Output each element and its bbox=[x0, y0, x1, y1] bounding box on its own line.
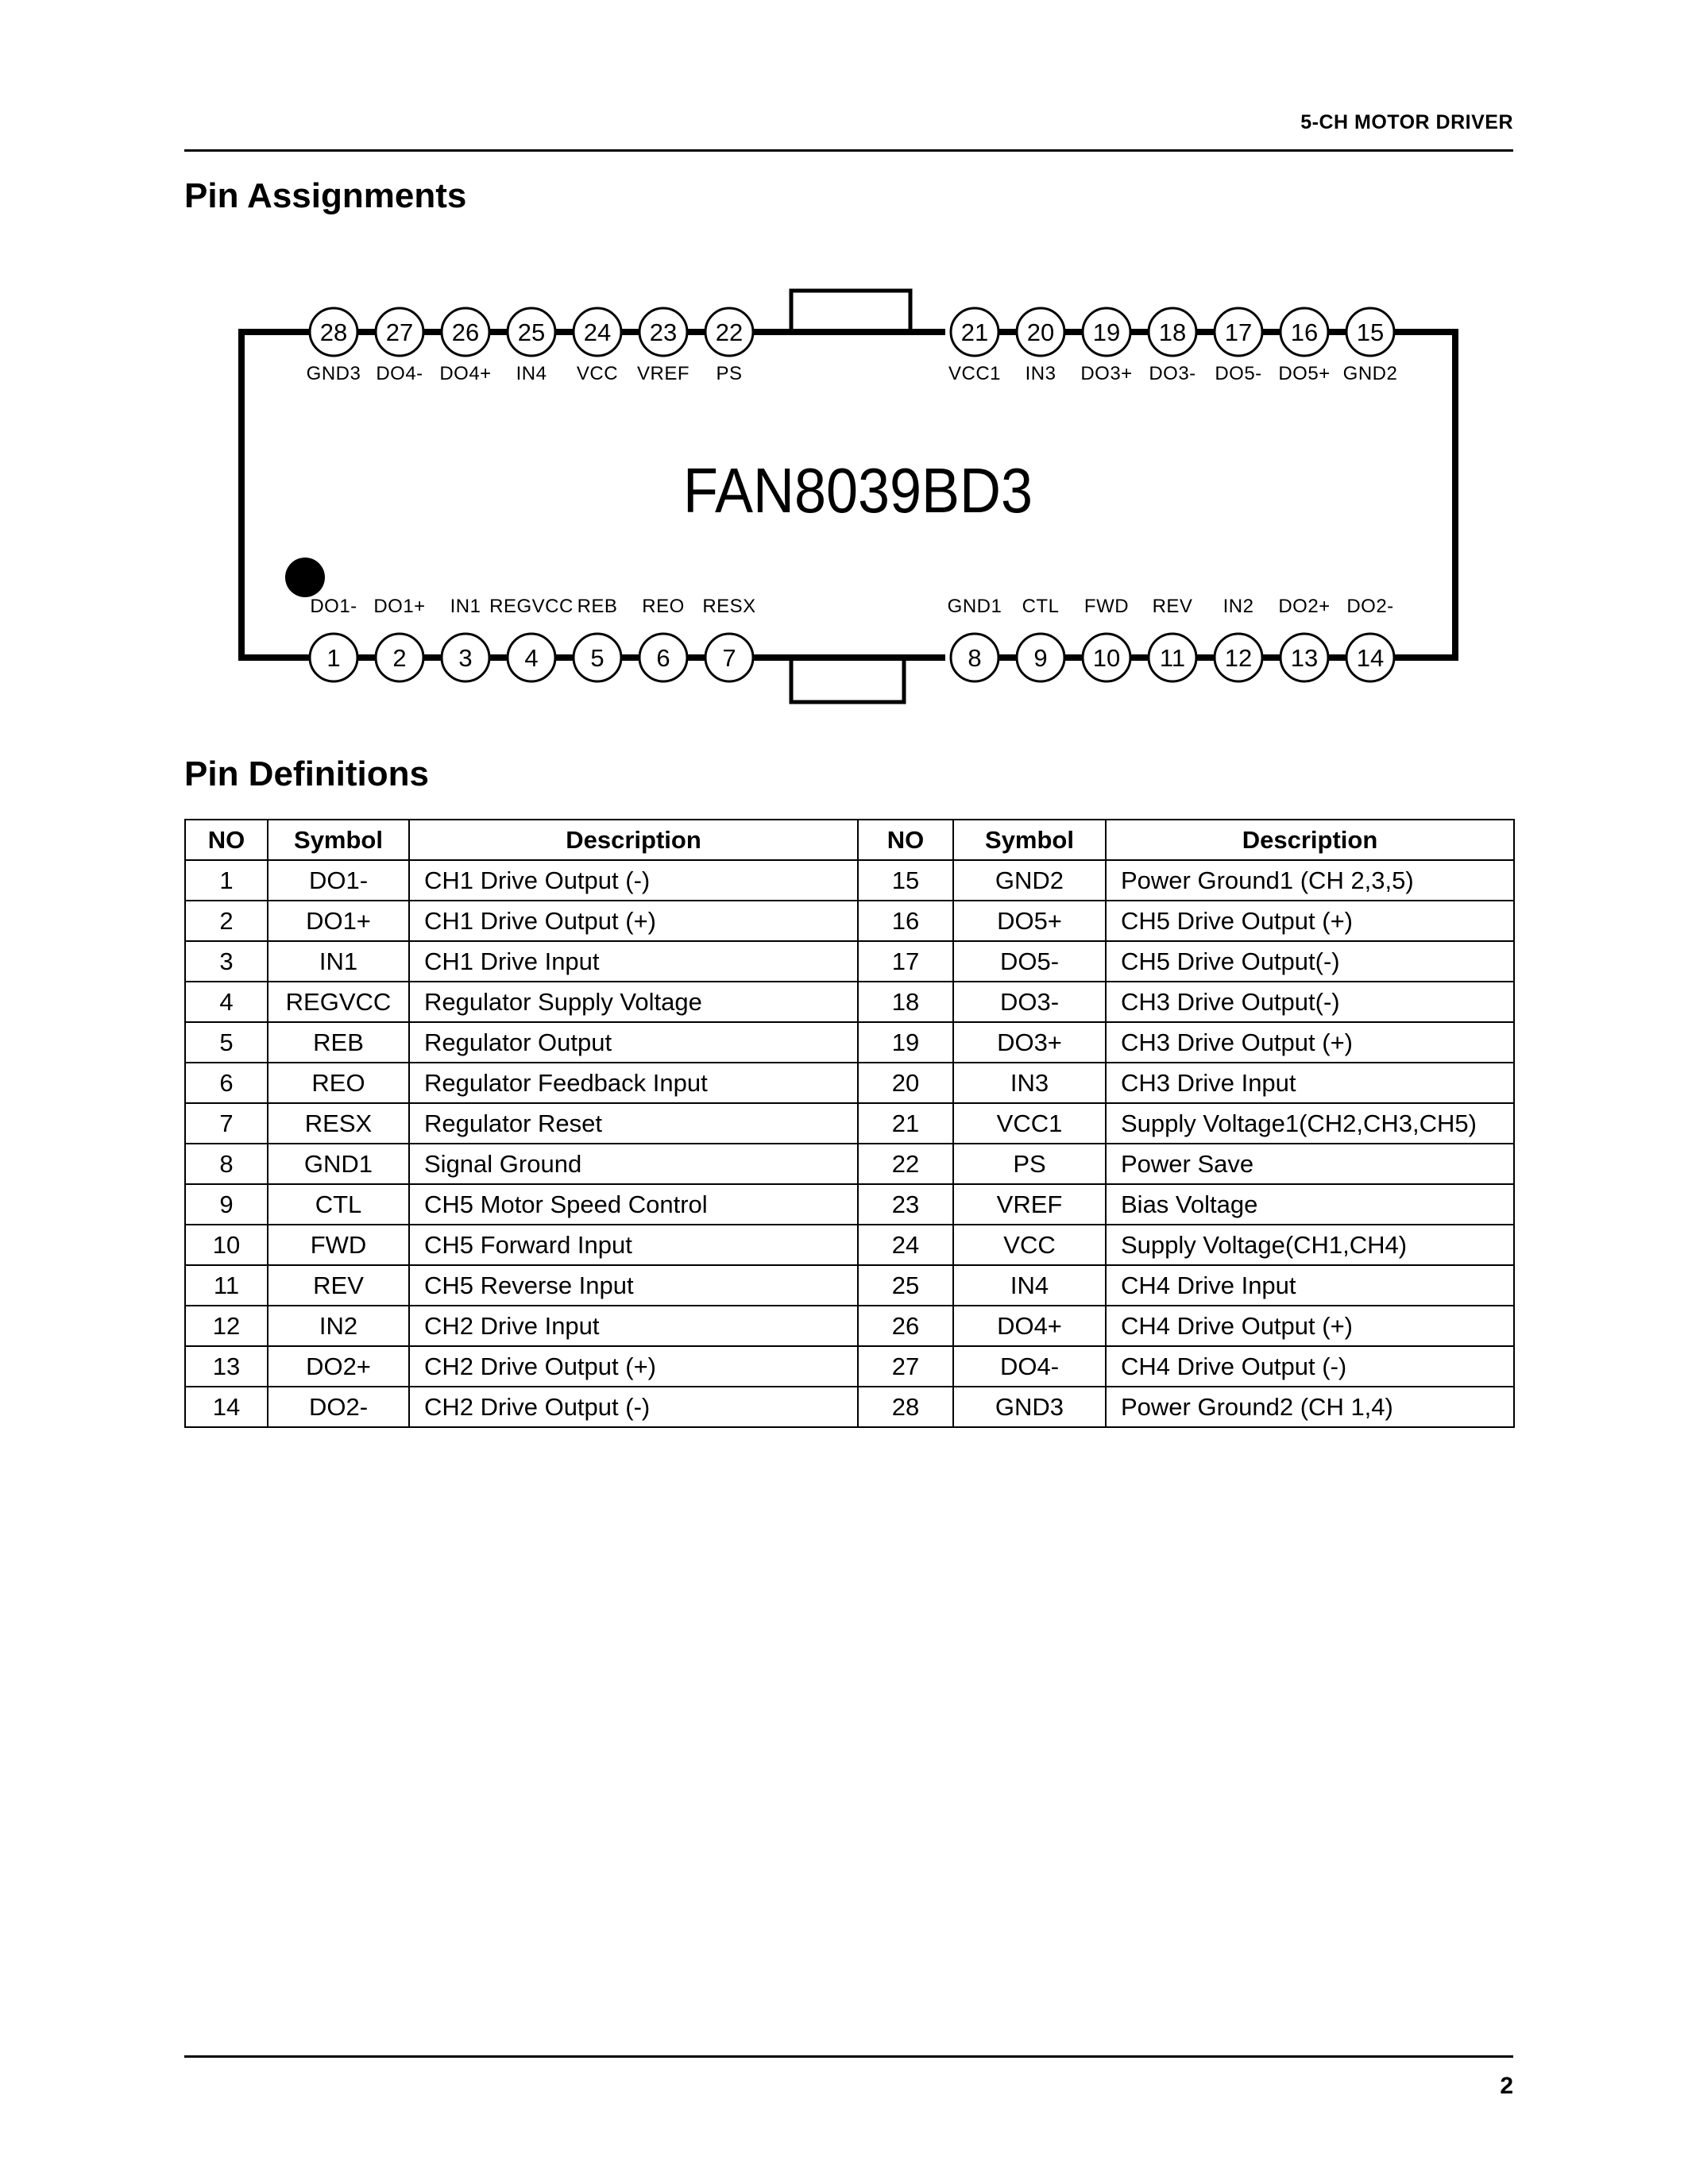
pin-symbol: VCC1 bbox=[953, 1103, 1106, 1144]
pin-number: 13 bbox=[1290, 644, 1319, 672]
pin-no: 9 bbox=[185, 1184, 268, 1225]
pin-label: DO3+ bbox=[1080, 363, 1133, 384]
pin-symbol: PS bbox=[953, 1144, 1106, 1184]
pin-description: CH3 Drive Output (+) bbox=[1106, 1022, 1514, 1063]
pin-symbol: DO3+ bbox=[953, 1022, 1106, 1063]
header-no-right: NO bbox=[858, 820, 953, 860]
pin-label: IN4 bbox=[516, 363, 547, 384]
table-row bbox=[185, 1346, 1514, 1387]
pin-symbol: REB bbox=[268, 1022, 409, 1063]
pin-no: 8 bbox=[185, 1144, 268, 1184]
pin-symbol: CTL bbox=[268, 1184, 409, 1225]
pin-description: Supply Voltage(CH1,CH4) bbox=[1106, 1225, 1514, 1265]
pin-label: REV bbox=[1152, 596, 1193, 617]
pin-description: CH5 Forward Input bbox=[409, 1225, 858, 1265]
pin-number: 26 bbox=[451, 318, 480, 346]
pin-label: DO2- bbox=[1346, 596, 1394, 617]
pin-description: CH1 Drive Output (+) bbox=[409, 901, 858, 941]
pin-label: GND2 bbox=[1342, 363, 1398, 384]
pin-description: Regulator Output bbox=[409, 1022, 858, 1063]
pin-label: DO5- bbox=[1215, 363, 1262, 384]
pin-no: 10 bbox=[185, 1225, 268, 1265]
pin-description: CH3 Drive Input bbox=[1106, 1063, 1514, 1103]
pin-label: REO bbox=[642, 596, 685, 617]
table-row bbox=[185, 1022, 1514, 1063]
pin-no: 18 bbox=[858, 982, 953, 1022]
pin-symbol: IN2 bbox=[268, 1306, 409, 1346]
pin-no: 20 bbox=[858, 1063, 953, 1103]
table-row bbox=[185, 1387, 1514, 1427]
pin-no: 22 bbox=[858, 1144, 953, 1184]
table-row bbox=[185, 1225, 1514, 1265]
pin-label: REGVCC bbox=[489, 596, 574, 617]
pin-description: Signal Ground bbox=[409, 1144, 858, 1184]
pin-description: CH4 Drive Input bbox=[1106, 1265, 1514, 1306]
pin-symbol: DO1+ bbox=[268, 901, 409, 941]
table-header-row bbox=[185, 820, 1514, 860]
pin-label: DO5+ bbox=[1278, 363, 1331, 384]
chip-name: FAN8039BD3 bbox=[683, 455, 1033, 526]
pin-number: 19 bbox=[1092, 318, 1121, 346]
pin-description: CH2 Drive Input bbox=[409, 1306, 858, 1346]
pin-number: 10 bbox=[1092, 644, 1121, 672]
pin-no: 6 bbox=[185, 1063, 268, 1103]
pin-number: 25 bbox=[517, 318, 546, 346]
pin-symbol: DO2+ bbox=[268, 1346, 409, 1387]
table-row bbox=[185, 1063, 1514, 1103]
pin-number: 23 bbox=[649, 318, 678, 346]
pin-symbol: DO3- bbox=[953, 982, 1106, 1022]
pin-description: CH1 Drive Output (-) bbox=[409, 860, 858, 901]
pin-symbol: REO bbox=[268, 1063, 409, 1103]
pin-no: 19 bbox=[858, 1022, 953, 1063]
table-row bbox=[185, 901, 1514, 941]
pin-symbol: VCC bbox=[953, 1225, 1106, 1265]
table-row bbox=[185, 1103, 1514, 1144]
pin-description: Power Ground2 (CH 1,4) bbox=[1106, 1387, 1514, 1427]
pin-label: FWD bbox=[1083, 596, 1130, 617]
pin-description: Regulator Feedback Input bbox=[409, 1063, 858, 1103]
pin-no: 14 bbox=[185, 1387, 268, 1427]
pin-description: CH5 Reverse Input bbox=[409, 1265, 858, 1306]
table-row bbox=[185, 860, 1514, 901]
pin-number: 2 bbox=[392, 644, 407, 672]
pin-description: Power Ground1 (CH 2,3,5) bbox=[1106, 860, 1514, 901]
pin-number: 28 bbox=[319, 318, 348, 346]
pin-symbol: DO1- bbox=[268, 860, 409, 901]
pin-number: 5 bbox=[590, 644, 605, 672]
table-row bbox=[185, 941, 1514, 982]
pin-label: DO1+ bbox=[373, 596, 426, 617]
pin-description: CH2 Drive Output (+) bbox=[409, 1346, 858, 1387]
pin-number: 22 bbox=[715, 318, 744, 346]
pin-no: 23 bbox=[858, 1184, 953, 1225]
pin-label: REB bbox=[577, 596, 618, 617]
pin-symbol: FWD bbox=[268, 1225, 409, 1265]
pin-symbol: DO5- bbox=[953, 941, 1106, 982]
pin-label: VCC bbox=[576, 363, 619, 384]
header-description-right: Description bbox=[1106, 820, 1514, 860]
pin-no: 5 bbox=[185, 1022, 268, 1063]
pin-description: CH5 Drive Output(-) bbox=[1106, 941, 1514, 982]
pin-label: DO1- bbox=[310, 596, 357, 617]
pin-number: 8 bbox=[968, 644, 982, 672]
pin-symbol: IN1 bbox=[268, 941, 409, 982]
pin-number: 24 bbox=[583, 318, 612, 346]
pin-label: PS bbox=[716, 363, 743, 384]
pin-definitions-heading: Pin Definitions bbox=[184, 754, 429, 793]
pin-label: GND3 bbox=[306, 363, 361, 384]
pin-description: Regulator Supply Voltage bbox=[409, 982, 858, 1022]
pin-no: 21 bbox=[858, 1103, 953, 1144]
pin-label: GND1 bbox=[947, 596, 1002, 617]
pin-number: 17 bbox=[1224, 318, 1253, 346]
footer-rule bbox=[184, 2055, 1513, 2058]
pin-description: Regulator Reset bbox=[409, 1103, 858, 1144]
top-tab bbox=[791, 291, 910, 332]
pin-no: 11 bbox=[185, 1265, 268, 1306]
pin-symbol: IN4 bbox=[953, 1265, 1106, 1306]
table-row bbox=[185, 982, 1514, 1022]
pin-description: CH3 Drive Output(-) bbox=[1106, 982, 1514, 1022]
pin-symbol: DO4+ bbox=[953, 1306, 1106, 1346]
pin-no: 3 bbox=[185, 941, 268, 982]
pin-symbol: GND2 bbox=[953, 860, 1106, 901]
table-row bbox=[185, 1184, 1514, 1225]
pin-number: 6 bbox=[656, 644, 670, 672]
pin-symbol: VREF bbox=[953, 1184, 1106, 1225]
pin-number: 7 bbox=[722, 644, 736, 672]
pin-symbol: DO5+ bbox=[953, 901, 1106, 941]
pin-description: CH1 Drive Input bbox=[409, 941, 858, 982]
pin-description: CH4 Drive Output (-) bbox=[1106, 1346, 1514, 1387]
pin-number: 12 bbox=[1224, 644, 1253, 672]
package-outline-right bbox=[1396, 332, 1455, 658]
pin-label: DO2+ bbox=[1278, 596, 1331, 617]
pin-number: 21 bbox=[960, 318, 989, 346]
pin-no: 27 bbox=[858, 1346, 953, 1387]
pin-label: DO4+ bbox=[439, 363, 492, 384]
page-number: 2 bbox=[1500, 2073, 1513, 2099]
pin-symbol: IN3 bbox=[953, 1063, 1106, 1103]
pin-symbol: RESX bbox=[268, 1103, 409, 1144]
running-header: 5-CH MOTOR DRIVER bbox=[1300, 111, 1513, 133]
pin-label: VREF bbox=[636, 363, 690, 384]
pin-no: 15 bbox=[858, 860, 953, 901]
pin-number: 27 bbox=[385, 318, 414, 346]
pin-description: Bias Voltage bbox=[1106, 1184, 1514, 1225]
pin-no: 25 bbox=[858, 1265, 953, 1306]
pin-assignment-diagram bbox=[0, 0, 1688, 754]
header-symbol-left: Symbol bbox=[268, 820, 409, 860]
pin-description: CH5 Motor Speed Control bbox=[409, 1184, 858, 1225]
pin-label: RESX bbox=[702, 596, 756, 617]
pin-description: CH5 Drive Output (+) bbox=[1106, 901, 1514, 941]
pin-assignments-heading: Pin Assignments bbox=[184, 176, 467, 215]
header-description-left: Description bbox=[409, 820, 858, 860]
pin-no: 1 bbox=[185, 860, 268, 901]
pin-symbol: DO2- bbox=[268, 1387, 409, 1427]
pin-number: 16 bbox=[1290, 318, 1319, 346]
pin-symbol: DO4- bbox=[953, 1346, 1106, 1387]
pin-label: DO4- bbox=[376, 363, 423, 384]
pin-symbol: GND3 bbox=[953, 1387, 1106, 1427]
pin-no: 4 bbox=[185, 982, 268, 1022]
pin-number: 1 bbox=[326, 644, 341, 672]
pin-number: 18 bbox=[1158, 318, 1187, 346]
pin-number: 9 bbox=[1033, 644, 1048, 672]
pin-number: 14 bbox=[1356, 644, 1385, 672]
pin-symbol: GND1 bbox=[268, 1144, 409, 1184]
table-row bbox=[185, 1265, 1514, 1306]
pin-number: 3 bbox=[458, 644, 473, 672]
pin-label: DO3- bbox=[1149, 363, 1196, 384]
pin-no: 28 bbox=[858, 1387, 953, 1427]
pin1-indicator-dot bbox=[285, 558, 325, 597]
pin-no: 2 bbox=[185, 901, 268, 941]
pin-symbol: REV bbox=[268, 1265, 409, 1306]
table-row bbox=[185, 1144, 1514, 1184]
pin-no: 26 bbox=[858, 1306, 953, 1346]
pin-definitions-table bbox=[184, 819, 1515, 1428]
pin-number: 11 bbox=[1159, 644, 1186, 672]
pin-description: CH2 Drive Output (-) bbox=[409, 1387, 858, 1427]
pin-description: Supply Voltage1(CH2,CH3,CH5) bbox=[1106, 1103, 1514, 1144]
header-no-left: NO bbox=[185, 820, 268, 860]
pin-label: IN2 bbox=[1223, 596, 1254, 617]
bottom-tab bbox=[791, 658, 904, 702]
pin-no: 13 bbox=[185, 1346, 268, 1387]
pin-no: 24 bbox=[858, 1225, 953, 1265]
table-row bbox=[185, 1306, 1514, 1346]
pin-number: 4 bbox=[524, 644, 539, 672]
pin-no: 7 bbox=[185, 1103, 268, 1144]
pin-label: VCC1 bbox=[948, 363, 1002, 384]
pin-label: IN3 bbox=[1025, 363, 1056, 384]
pin-label: IN1 bbox=[450, 596, 481, 617]
pin-no: 16 bbox=[858, 901, 953, 941]
pin-label: CTL bbox=[1022, 596, 1060, 617]
pin-description: Power Save bbox=[1106, 1144, 1514, 1184]
pin-no: 17 bbox=[858, 941, 953, 982]
pin-no: 12 bbox=[185, 1306, 268, 1346]
pin-symbol: REGVCC bbox=[268, 982, 409, 1022]
pin-number: 15 bbox=[1356, 318, 1385, 346]
pin-number: 20 bbox=[1026, 318, 1055, 346]
pin-description: CH4 Drive Output (+) bbox=[1106, 1306, 1514, 1346]
header-symbol-right: Symbol bbox=[953, 820, 1106, 860]
